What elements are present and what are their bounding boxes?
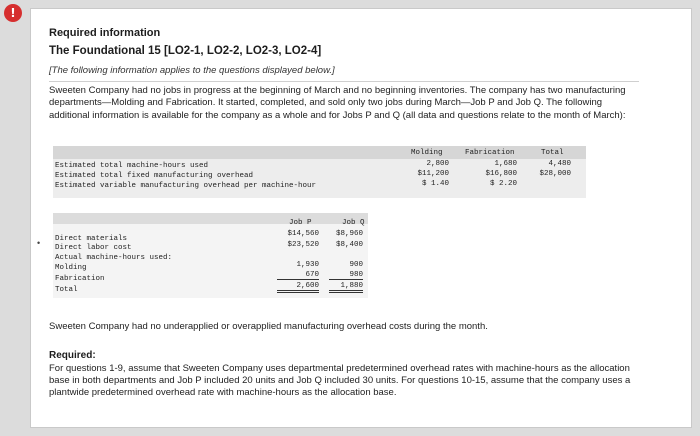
department-estimates-table	[53, 146, 586, 198]
row-label: Total	[55, 286, 78, 294]
cell: $8,960	[335, 230, 363, 238]
exclamation-icon: !	[4, 4, 22, 22]
cell: $28,000	[539, 170, 571, 178]
cell: $14,560	[287, 230, 319, 238]
row-label: Direct materials	[55, 235, 128, 243]
row-label: Estimated total fixed manufacturing overhead	[55, 172, 254, 180]
cell: 670	[277, 271, 319, 280]
cell: 1,680	[494, 160, 517, 168]
table-header-bar	[53, 213, 368, 224]
cell: 1,880	[329, 282, 363, 293]
row-label: Actual machine-hours used:	[55, 254, 173, 262]
cell: 1,930	[296, 261, 319, 269]
row-label: Fabrication	[55, 275, 105, 283]
applies-note: [The following information applies to the questions displayed below.]	[49, 65, 335, 76]
cell: 4,480	[548, 160, 571, 168]
cell: $23,520	[287, 241, 319, 249]
cell: $8,400	[335, 241, 363, 249]
required-information-heading: Required information	[49, 27, 161, 39]
job-cost-table	[53, 213, 368, 298]
column-header-fabrication: Fabrication	[465, 149, 515, 157]
problem-title: The Foundational 15 [LO2-1, LO2-2, LO2-3, LO2-4]	[49, 45, 322, 57]
cell: $11,200	[417, 170, 449, 178]
cell: $ 1.40	[421, 180, 449, 188]
cell: $16,800	[485, 170, 517, 178]
row-label: Estimated total machine-hours used	[55, 162, 209, 170]
required-instructions: For questions 1-9, assume that Sweeten Company uses departmental predetermined overhead rates with machine-hours as the allocation base in both departments and Job P included 20 units and Job Q included 30 units. For questions 10-15, assume that the company uses a plantwide predetermined overhead rate with machine-hours as the allocation base.	[49, 363, 631, 398]
column-header-job-q: Job Q	[342, 219, 365, 227]
closing-statement: Sweeten Company had no underapplied or overapplied manufacturing overhead costs during the month.	[49, 321, 488, 332]
column-header-total: Total	[541, 149, 564, 157]
row-label: Molding	[55, 264, 87, 272]
bullet-marker: •	[37, 238, 41, 248]
cell: 900	[349, 261, 363, 269]
column-header-job-p: Job P	[289, 219, 312, 227]
intro-paragraph: Sweeten Company had no jobs in progress at the beginning of March and no beginning inventories. The company has two manufacturing departments—Molding and Fabrication. It started, completed, and sold only two jobs during March—Job P and Job Q. The following additional information is available for the company as a whole and for Jobs P and Q (all data and questions relate to the month of March):	[49, 85, 626, 121]
cell: $ 2.20	[489, 180, 517, 188]
cell: 980	[329, 271, 363, 280]
row-label: Direct labor cost	[55, 244, 132, 252]
cell: 2,600	[277, 282, 319, 293]
divider	[49, 81, 639, 82]
row-label: Estimated variable manufacturing overhead per machine-hour	[55, 182, 317, 190]
column-header-molding: Molding	[411, 149, 443, 157]
cell: 2,800	[426, 160, 449, 168]
required-heading: Required:	[49, 350, 96, 361]
